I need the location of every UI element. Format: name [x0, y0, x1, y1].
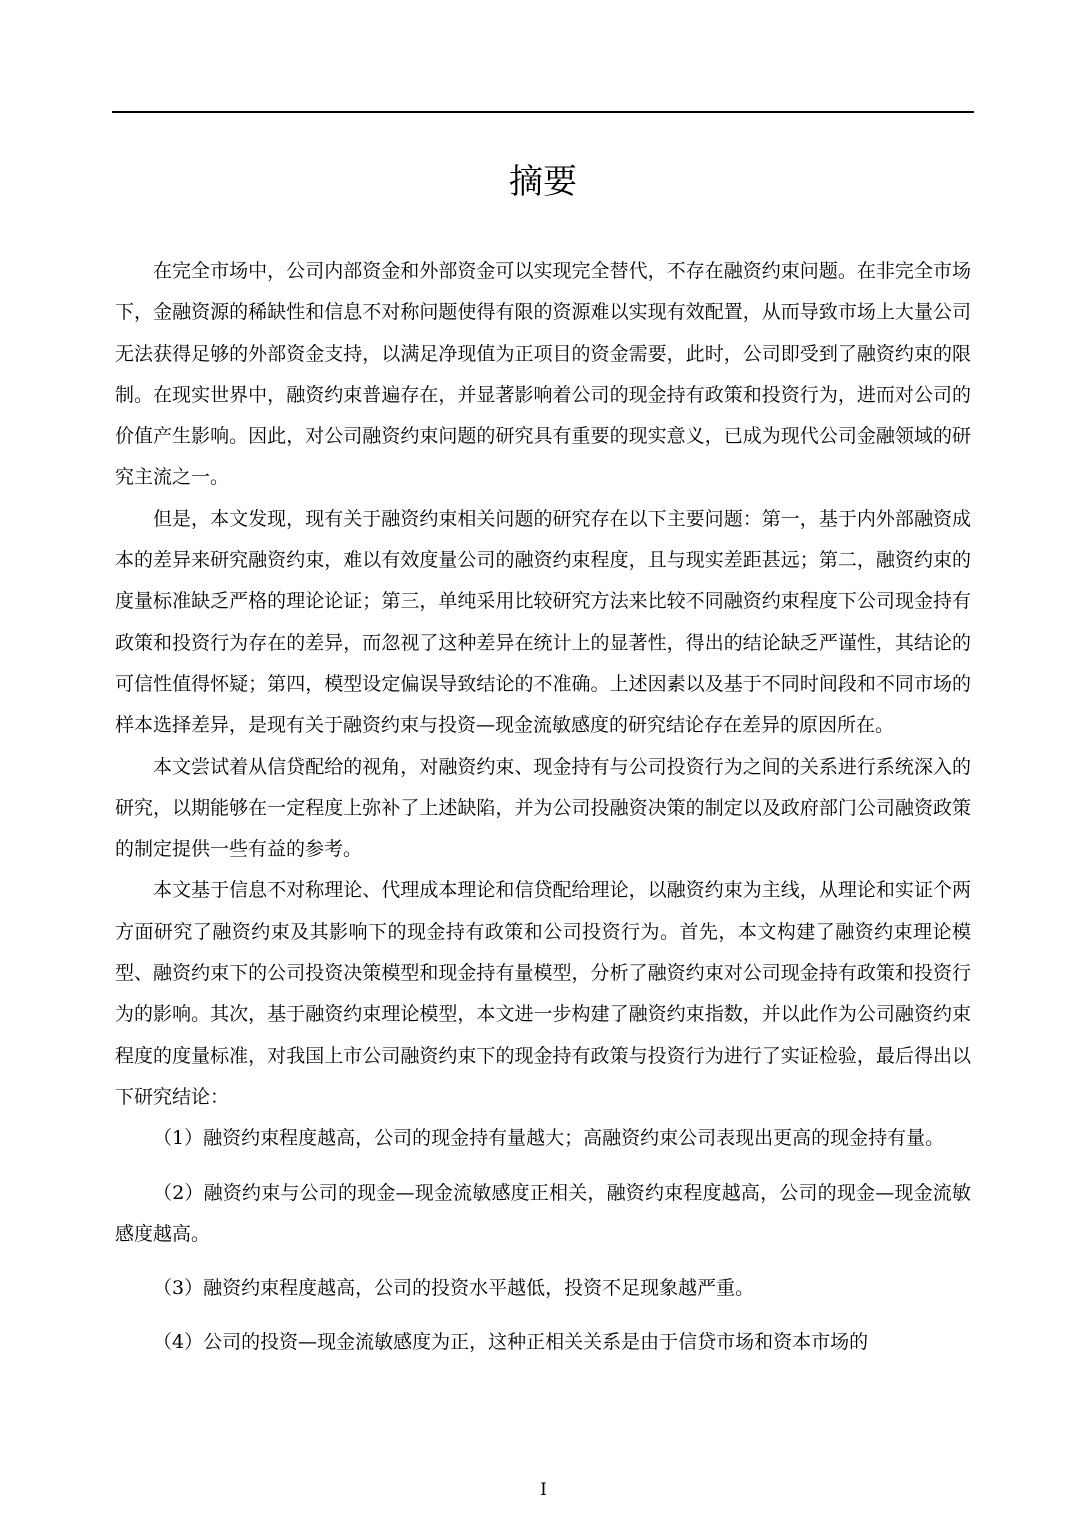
abstract-paragraph-4: 本文基于信息不对称理论、代理成本理论和信贷配给理论，以融资约束为主线，从理论和实证个两方面研究了融资约束及其影响下的现金持有政策和公司投资行为。首先，本文构建了融资约束理论模型、融资约束下的公司投资决策模型和现金持有量模型，分析了融资约束对公司现金持有政策和投资行为的影响。其次，基于融资约束理论模型，本文进一步构建了融资约束指数，并以此作为公司融资约束程度的度量标准，对我国上市公司融资约束下的现金持有政策与投资行为进行了实证检验，最后得出以下研究结论： [115, 879, 971, 1108]
page-number: I [540, 1480, 547, 1500]
abstract-title: 摘要 [509, 162, 577, 202]
conclusion-spacing [115, 1255, 971, 1268]
abstract-paragraph-1: 在完全市场中，公司内部资金和外部资金可以实现完全替代，不存在融资约束问题。在非完全市场下，金融资源的稀缺性和信息不对称问题使得有限的资源难以实现有效配置，从而导致市场上大量公司无法获得足够的外部资金支持，以满足净现值为正项目的资金需要，此时，公司即受到了融资约束的限制。在现实世界中，融资约束普遍存在，并显著影响着公司的现金持有政策和投资行为，进而对公司的价值产生影响。因此，对公司融资约束问题的研究具有重要的现实意义，已成为现代公司金融领域的研究主流之一。 [115, 260, 971, 489]
conclusion-item-3: （3）融资约束程度越高，公司的投资水平越低，投资不足现象越严重。 [153, 1277, 755, 1300]
conclusion-item-1: （1）融资约束程度越高，公司的现金持有量越大；高融资约束公司表现出更高的现金持有量。 [153, 1127, 945, 1150]
conclusion-spacing [115, 1309, 971, 1322]
abstract-body [115, 251, 971, 1364]
conclusion-spacing [115, 1160, 971, 1173]
conclusion-item-2: （2）融资约束与公司的现金—现金流敏感度正相关，融资约束程度越高，公司的现金—现金流敏感度越高。 [115, 1181, 971, 1245]
header-rule [112, 111, 974, 113]
abstract-paragraph-2: 但是，本文发现，现有关于融资约束相关问题的研究存在以下主要问题：第一，基于内外部融资成本的差异来研究融资约束，难以有效度量公司的融资约束程度，且与现实差距甚远；第二，融资约束的度量标准缺乏严格的理论论证；第三，单纯采用比较研究方法来比较不同融资约束程度下公司现金持有政策和投资行为存在的差异，而忽视了这种差异在统计上的显著性，得出的结论缺乏严谨性，其结论的可信性值得怀疑；第四，模型设定偏误导致结论的不准确。上述因素以及基于不同时间段和不同市场的样本选择差异，是现有关于融资约束与投资—现金流敏感度的研究结论存在差异的原因所在。 [115, 507, 971, 737]
conclusion-item-4: （4）公司的投资—现金流敏感度为正，这种正相关关系是由于信贷市场和资本市场的 [153, 1331, 869, 1354]
abstract-paragraph-3: 本文尝试着从信贷配给的视角，对融资约束、现金持有与公司投资行为之间的关系进行系统深入的研究，以期能够在一定程度上弥补了上述缺陷，并为公司投融资决策的制定以及政府部门公司融资政策的制定提供一些有益的参考。 [115, 755, 971, 861]
